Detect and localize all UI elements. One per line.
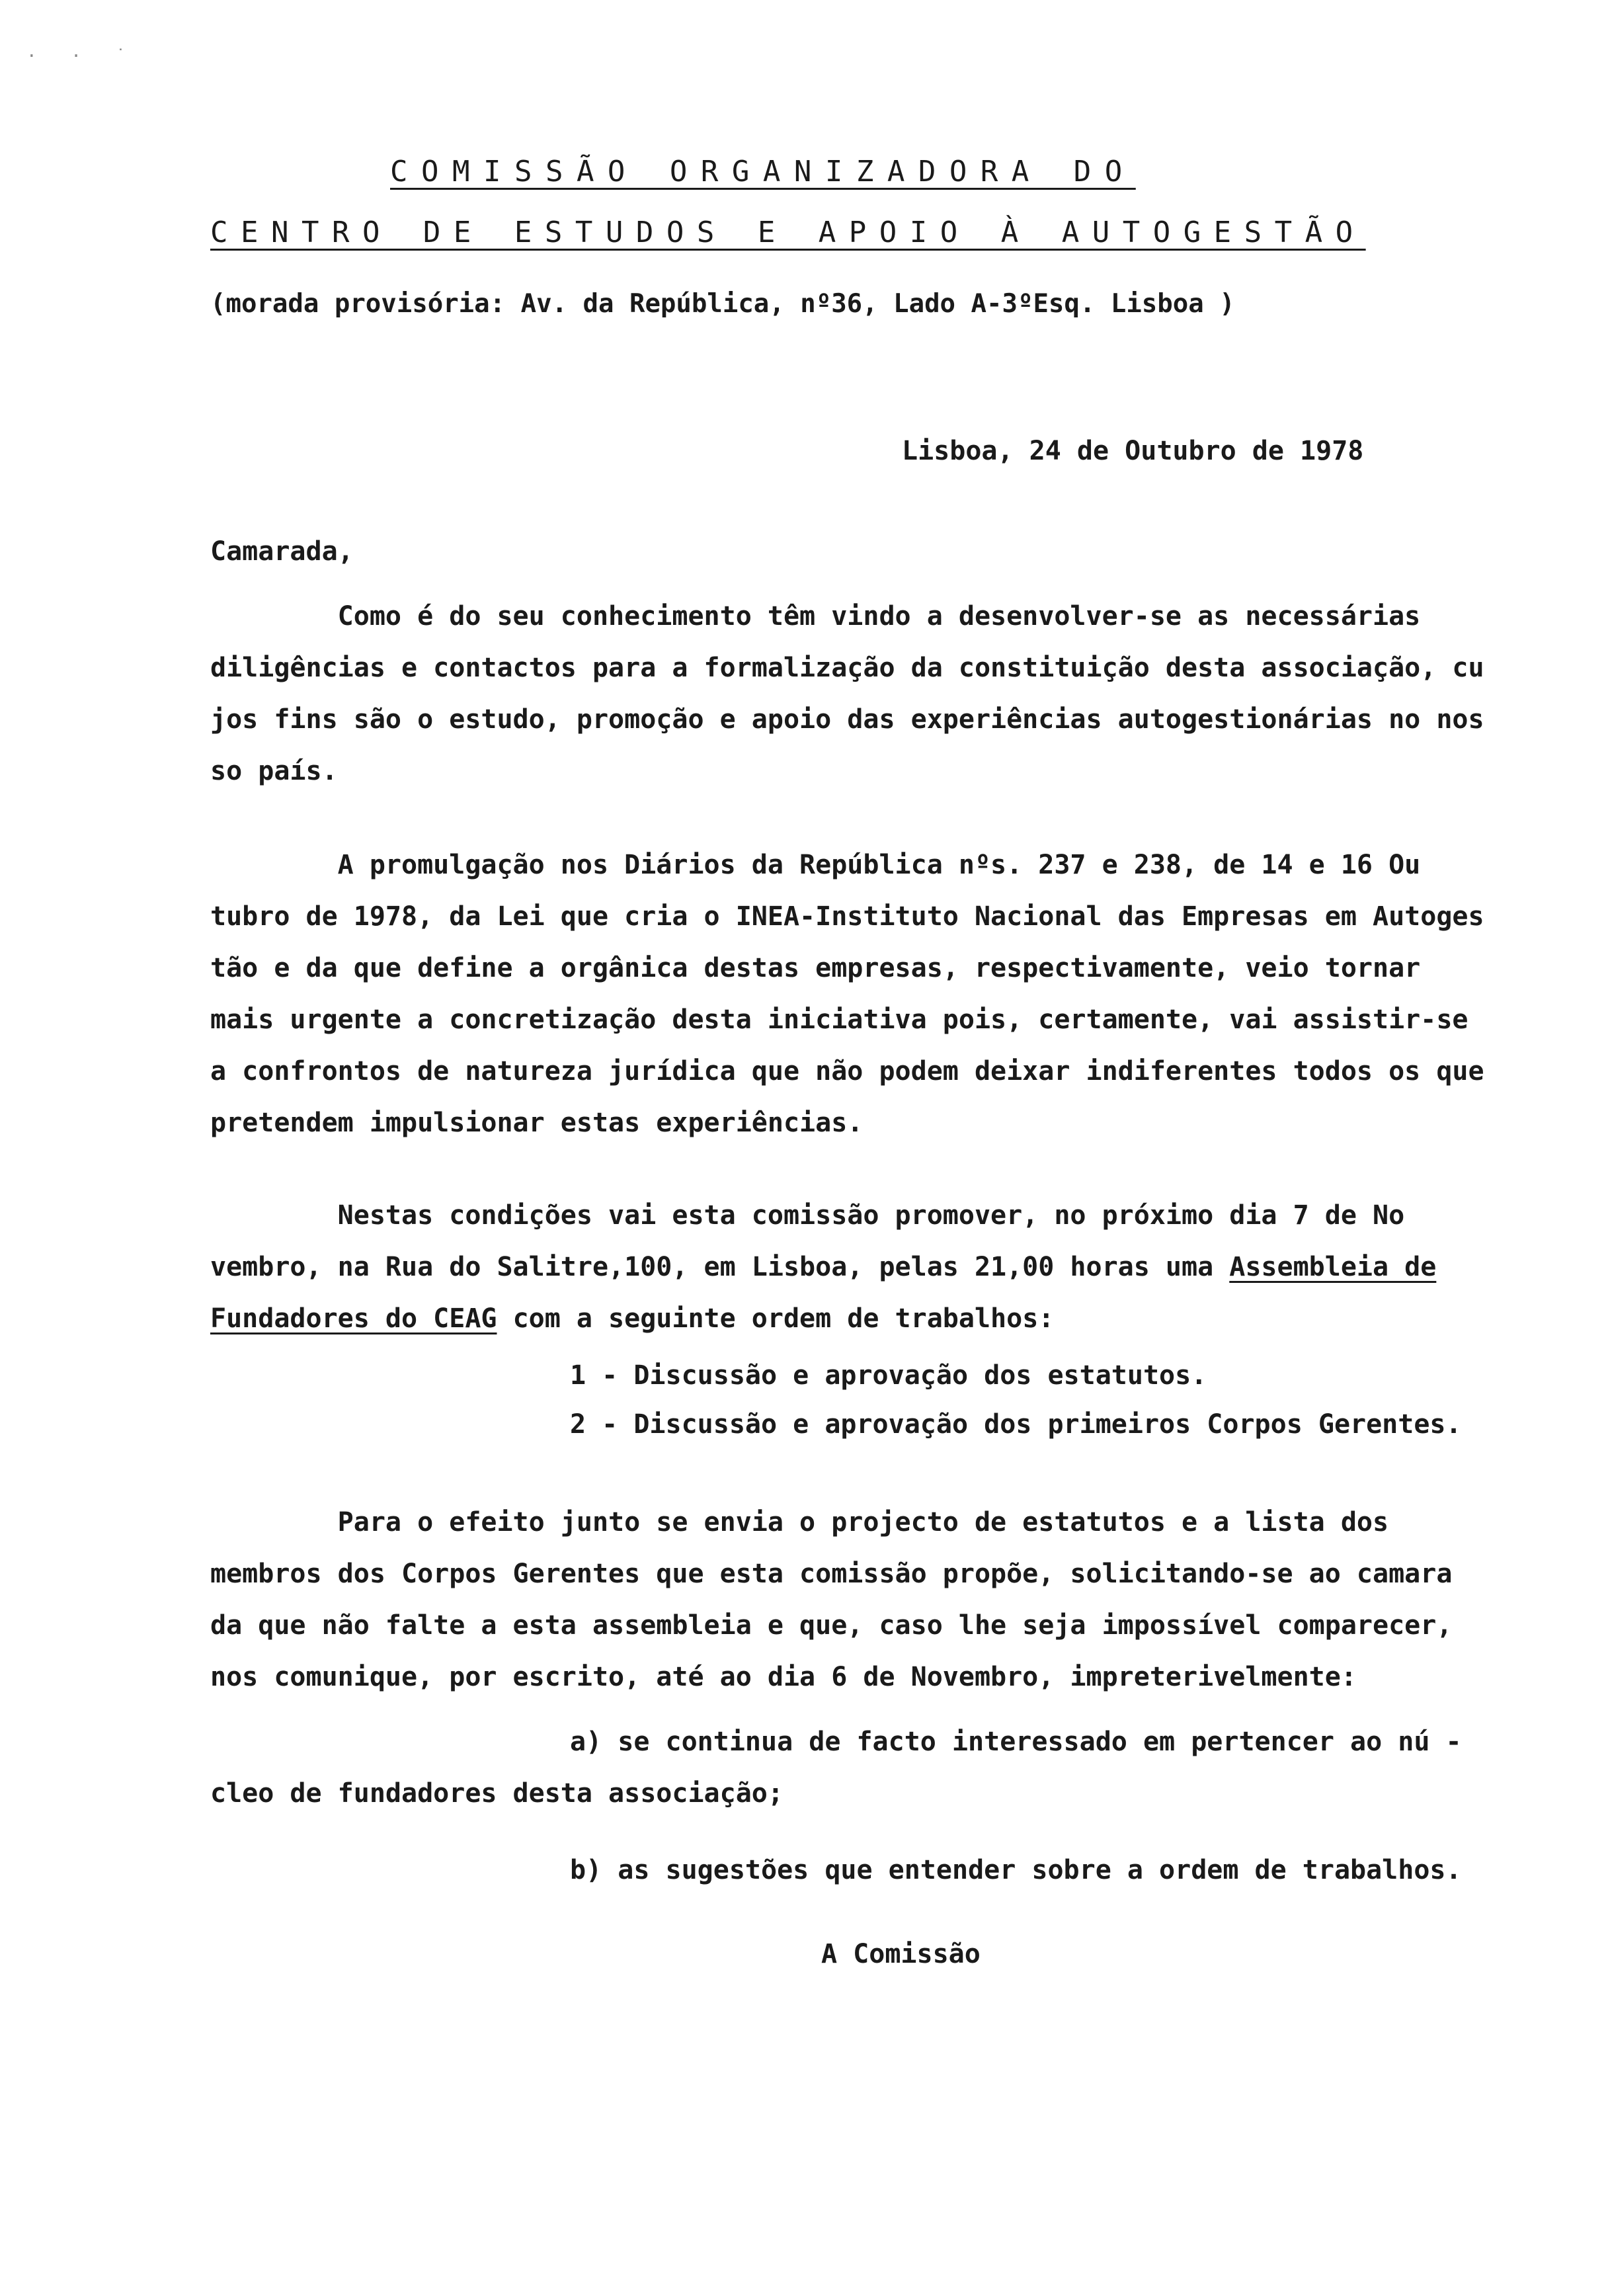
paragraph-4-line: da que não falte a esta assembleia e que, caso lhe seja impossível comparecer, <box>210 1610 1453 1641</box>
request-a-line-1: a) se continua de facto interessado em pertencer ao nú - <box>570 1727 1462 1757</box>
agenda-item: 1 - Discussão e aprovação dos estatutos. <box>570 1360 1207 1391</box>
paragraph-3-text: vembro, na Rua do Salitre,100, em Lisboa, pelas 21,00 horas uma <box>210 1252 1230 1282</box>
paragraph-3-line: Nestas condições vai esta comissão promover, no próximo dia 7 de No <box>210 1200 1405 1231</box>
scan-specks: · · ˙ <box>26 46 138 66</box>
paragraph-2-line: pretendem impulsionar estas experiências. <box>210 1108 864 1138</box>
greeting: Camarada, <box>210 536 354 567</box>
request-a-line-2: cleo de fundadores desta associação; <box>210 1778 784 1809</box>
paragraph-1-line: so país. <box>210 756 338 786</box>
paragraph-2-line: tubro de 1978, da Lei que cria o INEA-Instituto Nacional das Empresas em Autoges <box>210 901 1484 932</box>
paragraph-1-line: diligências e contactos para a formalização da constituição desta associação, cu <box>210 653 1484 683</box>
request-b: b) as sugestões que entender sobre a ordem de trabalhos. <box>570 1855 1462 1885</box>
paragraph-2-line: A promulgação nos Diários da República nºs. 237 e 238, de 14 e 16 Ou <box>210 850 1421 880</box>
paragraph-4-line: Para o efeito junto se envia o projecto de estatutos e a lista dos <box>210 1507 1389 1538</box>
paragraph-2-line: mais urgente a concretização desta iniciativa pois, certamente, vai assistir-se <box>210 1004 1468 1035</box>
paragraph-4-line: nos comunique, por escrito, até ao dia 6 de Novembro, impreterivelmente: <box>210 1662 1357 1692</box>
assembly-emphasis: Fundadores do CEAG <box>210 1303 497 1334</box>
agenda-item: 2 - Discussão e aprovação dos primeiros Corpos Gerentes. <box>570 1409 1462 1440</box>
paragraph-3-line <box>210 1254 1526 1280</box>
header-title-line-2: CENTRO DE ESTUDOS E APOIO À AUTOGESTÃO <box>210 216 1366 249</box>
letter-date: Lisboa, 24 de Outubro de 1978 <box>902 436 1364 466</box>
signature: A Comissão <box>821 1939 981 1969</box>
paragraph-2-line: tão e da que define a orgânica destas empresas, respectivamente, veio tornar <box>210 953 1421 983</box>
paragraph-3-text: com a seguinte ordem de trabalhos: <box>497 1303 1055 1334</box>
paragraph-1-line: jos fins são o estudo, promoção e apoio das experiências autogestionárias no nos <box>210 704 1484 735</box>
assembly-emphasis: Assembleia de <box>1229 1252 1437 1282</box>
header-address: (morada provisória: Av. da República, nº36, Lado A-3ºEsq. Lisboa ) <box>210 289 1235 319</box>
paragraph-3-line <box>210 1305 1526 1332</box>
paragraph-2-line: a confrontos de natureza jurídica que não podem deixar indiferentes todos os que <box>210 1056 1484 1086</box>
paragraph-4-line: membros dos Corpos Gerentes que esta comissão propõe, solicitando-se ao camara <box>210 1559 1453 1589</box>
paragraph-1-line: Como é do seu conhecimento têm vindo a desenvolver-se as necessárias <box>210 601 1421 632</box>
header-title-line-1: COMISSÃO ORGANIZADORA DO <box>390 155 1136 188</box>
